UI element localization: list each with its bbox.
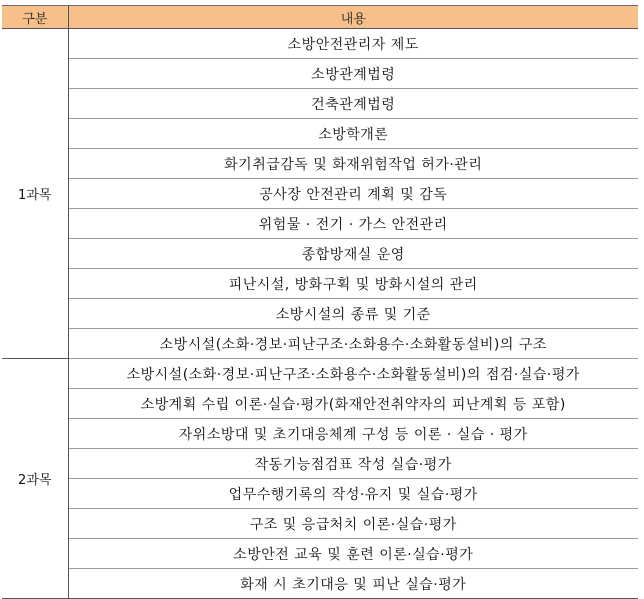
- table-row: [2, 509, 638, 539]
- header-content: 내용: [68, 6, 638, 29]
- table-row: [2, 419, 638, 449]
- table-row: [2, 539, 638, 569]
- table-row: [2, 59, 638, 89]
- table-row: [2, 389, 638, 419]
- content-cell: 작동기능점검표 작성 실습·평가: [68, 449, 638, 479]
- content-cell: 소방안전관리자 제도: [68, 29, 638, 59]
- content-cell: 소방시설(소화·경보·피난구조·소화용수·소화활동설비)의 구조: [68, 329, 638, 359]
- content-cell: 공사장 안전관리 계획 및 감독: [68, 179, 638, 209]
- table-row: [2, 359, 638, 389]
- table-row: [2, 29, 638, 59]
- category-cell-1: 1과목: [2, 29, 68, 359]
- table-row: [2, 479, 638, 509]
- content-cell: 구조 및 응급처치 이론·실습·평가: [68, 509, 638, 539]
- content-cell: 소방관계법령: [68, 59, 638, 89]
- header-row: [2, 6, 638, 29]
- header-category: 구분: [2, 6, 68, 29]
- content-cell: 소방시설의 종류 및 기준: [68, 299, 638, 329]
- content-cell: 소방시설(소화·경보·피난구조·소화용수·소화활동설비)의 점검·실습·평가: [68, 359, 638, 389]
- table-row: [2, 269, 638, 299]
- category-cell-2: 2과목: [2, 359, 68, 599]
- content-cell: 자위소방대 및 초기대응체계 구성 등 이론 · 실습 · 평가: [68, 419, 638, 449]
- table-row: [2, 209, 638, 239]
- curriculum-table: [2, 5, 638, 599]
- table-row: [2, 449, 638, 479]
- table-row: [2, 149, 638, 179]
- table-row: [2, 569, 638, 599]
- content-cell: 화재 시 초기대응 및 피난 실습·평가: [68, 569, 638, 599]
- content-cell: 업무수행기록의 작성·유지 및 실습·평가: [68, 479, 638, 509]
- table-row: [2, 179, 638, 209]
- content-cell: 위험물 · 전기 · 가스 안전관리: [68, 209, 638, 239]
- content-cell: 건축관계법령: [68, 89, 638, 119]
- table-row: [2, 89, 638, 119]
- table-row: [2, 239, 638, 269]
- content-cell: 소방학개론: [68, 119, 638, 149]
- table-row: [2, 119, 638, 149]
- content-cell: 화기취급감독 및 화재위험작업 허가·관리: [68, 149, 638, 179]
- content-cell: 종합방재실 운영: [68, 239, 638, 269]
- content-cell: 피난시설, 방화구획 및 방화시설의 관리: [68, 269, 638, 299]
- content-cell: 소방계획 수립 이론·실습·평가(화재안전취약자의 피난계획 등 포함): [68, 389, 638, 419]
- content-cell: 소방안전 교육 및 훈련 이론·실습·평가: [68, 539, 638, 569]
- table-row: [2, 299, 638, 329]
- table-row: [2, 329, 638, 359]
